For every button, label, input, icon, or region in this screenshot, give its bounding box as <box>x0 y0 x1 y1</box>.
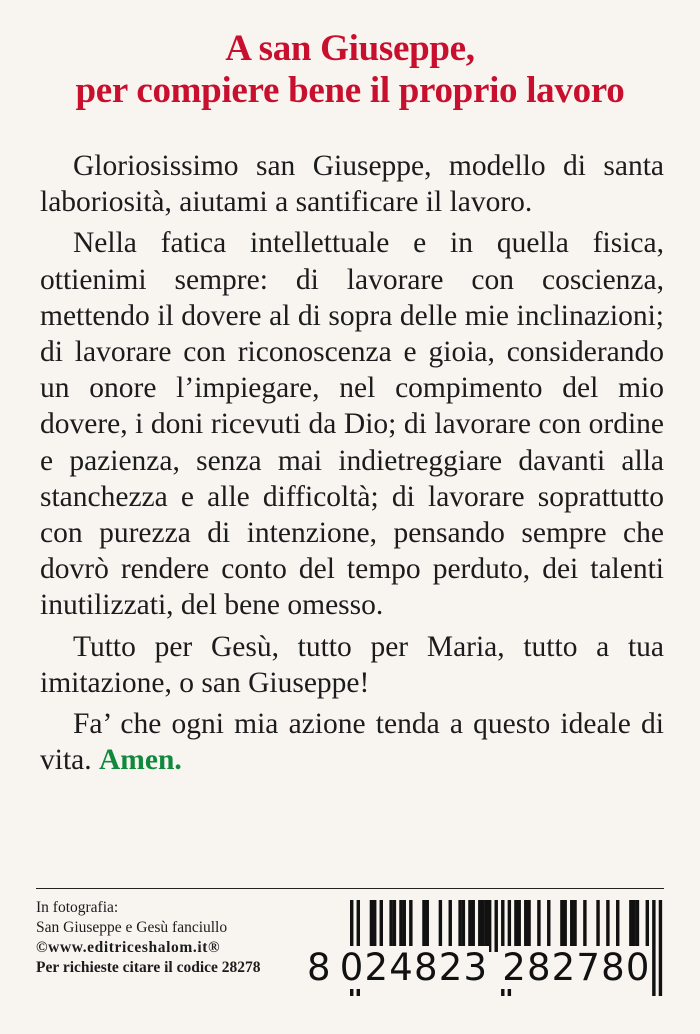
barcode-bar <box>573 900 576 952</box>
barcode-bar <box>606 900 609 952</box>
barcode-bar <box>560 900 563 952</box>
barcode-bar <box>380 900 383 952</box>
barcode-bar <box>468 900 471 952</box>
barcode-bar <box>389 900 392 952</box>
barcode-bar <box>524 900 527 952</box>
publisher-website: ©www.editriceshalom.it® <box>36 939 221 956</box>
barcode-bar <box>409 900 412 952</box>
barcode-bar <box>370 900 373 952</box>
footer-divider <box>36 888 664 889</box>
barcode-bar <box>636 900 639 952</box>
barcode-bar <box>527 900 530 952</box>
credit-caption-label: In fotografia: <box>36 899 119 916</box>
title-line-2: per compiere bene il proprio lavoro <box>75 70 625 111</box>
barcode-bar <box>488 900 491 952</box>
barcode-bar <box>563 900 566 952</box>
barcode-bar <box>462 900 465 952</box>
amen-word: Amen. <box>99 744 182 777</box>
barcode-bar <box>583 900 586 952</box>
prayer-paragraph-2: Nella fatica intellettuale e in quella fisica, ottienimi sempre: di lavorare con coscienza, mettendo il dovere al di sopra delle mie inclinazioni; di lavorare con riconoscenza e gioia, considerando un onore l’impiegare, nel compimento del mio dovere, i doni ricevuti da Dio; di lavorare con ordine e pazienza, senza mai indietreggiare davanti alla stanchezza e alle difficoltà; di lavorare soprattutto con purezza di intenzione, pensando sempre che dovrò rendere conto del tempo perduto, dei talenti inutilizzati, del bene omesso. <box>40 227 664 622</box>
barcode-bar <box>472 900 475 952</box>
barcode-bar <box>629 900 632 952</box>
barcode-bar <box>514 900 517 952</box>
barcode-left-group: 024823 <box>339 946 489 989</box>
barcode-bar <box>458 900 461 952</box>
barcode-bar <box>403 900 406 952</box>
prayer-body <box>40 148 664 783</box>
barcode-bar <box>537 900 540 952</box>
barcode-bar <box>632 900 635 952</box>
barcode-bar <box>646 900 649 952</box>
prayer-paragraph-4-text: Fa’ che ogni mia azione tenda a questo ideale di vita. <box>40 708 664 777</box>
barcode-bar <box>449 900 452 952</box>
prayer-paragraph-1: Gloriosissimo san Giuseppe, modello di santa laboriosità, aiutami a santificare il lavoro. <box>40 150 664 219</box>
prayer-paragraph-3: Tutto per Gesù, tutto per Maria, tutto a tua imitazione, o san Giuseppe! <box>40 630 664 699</box>
barcode-bar <box>547 900 550 952</box>
barcode-bar <box>422 900 425 952</box>
barcode-bar <box>426 900 429 952</box>
barcode-bar <box>495 900 498 952</box>
barcode-bar <box>393 900 396 952</box>
barcode-bar <box>485 900 488 952</box>
barcode-bar <box>481 900 484 952</box>
barcode-bar <box>478 900 481 952</box>
order-code-prefix: Per richieste citare il codice <box>36 959 218 976</box>
barcode-bar <box>570 900 573 952</box>
order-code: 28278 <box>221 959 261 976</box>
credit-caption-subject: San Giuseppe e Gesù fanciullo <box>36 919 228 936</box>
barcode-bar <box>616 900 619 952</box>
barcode-bar <box>439 900 442 952</box>
barcode-bar <box>596 900 599 952</box>
order-code-line <box>36 958 306 978</box>
barcode-bar <box>399 900 402 952</box>
prayer-title <box>0 28 700 112</box>
barcode-digits <box>306 946 666 990</box>
barcode-bar <box>517 900 520 952</box>
barcode-first-digit: 8 <box>307 946 332 989</box>
prayer-paragraph-4 <box>40 706 664 778</box>
title-line-1: A san Giuseppe, <box>225 28 475 69</box>
photo-credits <box>36 898 306 978</box>
barcode-right-group: 282780 <box>502 946 651 989</box>
barcode-bar <box>373 900 376 952</box>
